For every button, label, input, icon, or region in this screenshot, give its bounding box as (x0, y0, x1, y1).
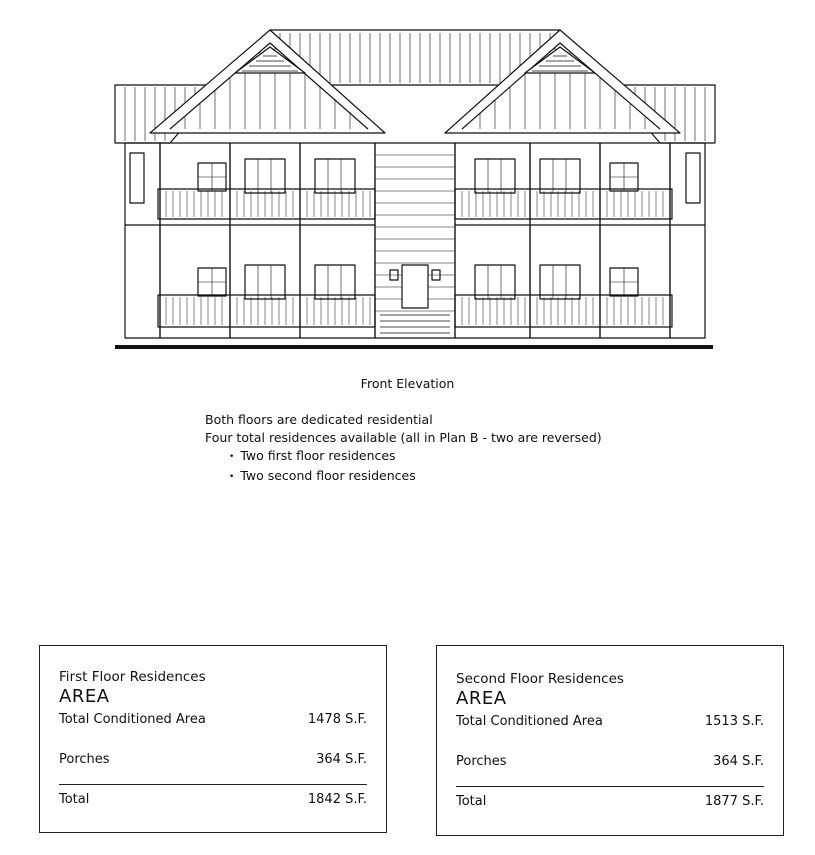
second-floor-area-label: AREA (456, 688, 507, 709)
first-floor-total-rule (59, 784, 367, 785)
row-label: Porches (456, 754, 507, 769)
row-value: 1842 S.F. (307, 792, 367, 807)
second-floor-area-box (436, 645, 784, 836)
front-elevation-drawing (110, 25, 720, 355)
first-floor-area-box (39, 645, 387, 833)
first-floor-row-porches (59, 752, 367, 767)
notes-line-1: Both floors are dedicated residential (205, 412, 433, 427)
left-wing (125, 143, 375, 338)
notes-bullet-2: • Two second floor residences (205, 467, 602, 487)
elevation-caption: Front Elevation (360, 376, 455, 391)
second-floor-row-total (456, 794, 764, 809)
front-door (402, 265, 428, 308)
lower-railing-right (455, 295, 672, 327)
notes-line-2: Four total residences available (all in Plan B - two are reversed) (205, 430, 602, 445)
row-label: Total (456, 794, 487, 809)
center-stair-tower (375, 143, 455, 338)
row-label: Total Conditioned Area (59, 712, 206, 727)
lower-railing-left (158, 295, 375, 327)
row-value: 364 S.F. (316, 752, 367, 767)
notes-bullet-1: • Two first floor residences (205, 447, 602, 467)
row-label: Total (59, 792, 90, 807)
row-value: 1513 S.F. (704, 714, 764, 729)
row-value: 364 S.F. (713, 754, 764, 769)
row-value: 1877 S.F. (704, 794, 764, 809)
second-floor-heading: Second Floor Residences (456, 671, 624, 687)
first-floor-row-total (59, 792, 367, 807)
second-floor-total-rule (456, 786, 764, 787)
first-floor-heading: First Floor Residences (59, 669, 206, 685)
row-value: 1478 S.F. (307, 712, 367, 727)
row-label: Porches (59, 752, 110, 767)
second-floor-row-porches (456, 754, 764, 769)
notes (205, 411, 602, 487)
row-label: Total Conditioned Area (456, 714, 603, 729)
first-floor-row-conditioned (59, 712, 367, 727)
first-floor-area-label: AREA (59, 686, 110, 707)
second-floor-row-conditioned (456, 714, 764, 729)
